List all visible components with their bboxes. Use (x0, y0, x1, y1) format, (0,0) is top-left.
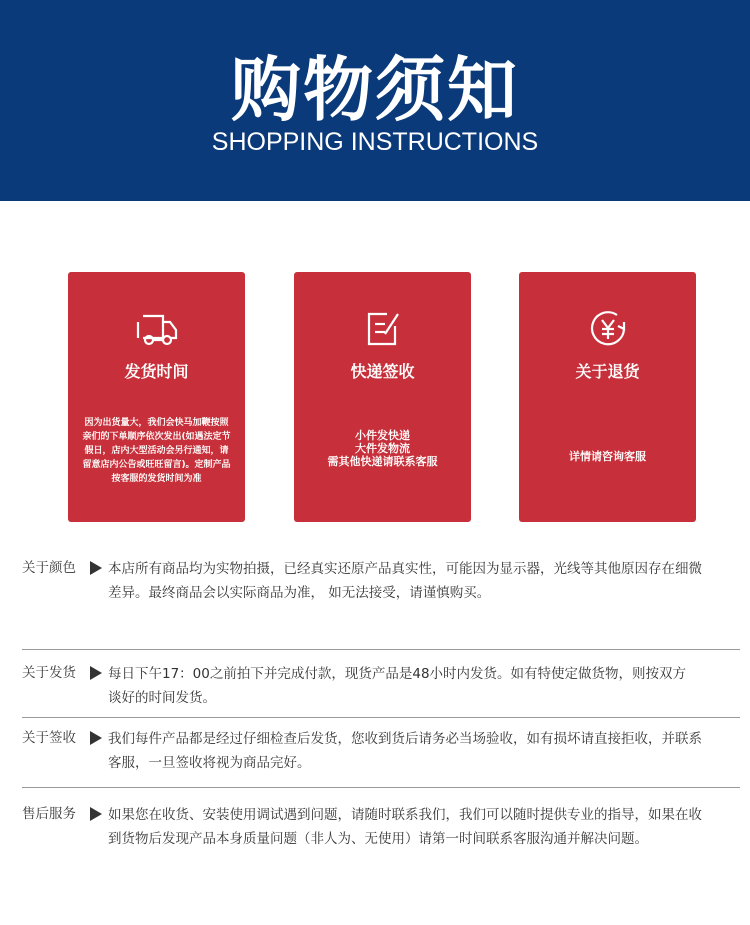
section-line: 谈好的时间发货。 (108, 690, 216, 706)
card-description (82, 416, 231, 486)
card-title: 快递签收 (350, 362, 415, 381)
section-text (108, 803, 744, 851)
card-line: 亲们的下单顺序依次发出(如遇法定节 (82, 432, 231, 442)
section-text (108, 727, 744, 775)
card-line: 小件发快递 (355, 429, 410, 442)
card-title: 关于退货 (575, 362, 640, 381)
page-subtitle: SHOPPING INSTRUCTIONS (211, 128, 539, 156)
page-title: 购物须知 (231, 49, 519, 131)
section-line: 我们每件产品都是经过仔细检查后发货，您收到货后请务必当场验收，如有损坏请直接拒收，并联系 (108, 731, 702, 747)
section-label: 关于签收 (22, 730, 76, 746)
divider (22, 649, 740, 650)
edit-document-icon (294, 308, 471, 352)
divider (22, 717, 740, 718)
section-line: 到货物后发现产品本身质量问题（非人为、无使用）请第一时间联系客服沟通并解决问题。 (108, 831, 648, 847)
yen-refund-icon (519, 308, 696, 352)
delivery-truck-icon (68, 308, 245, 352)
section-line: 差异。最终商品会以实际商品为准， 如无法接受，请谨慎购买。 (108, 585, 491, 601)
section-label: 售后服务 (22, 806, 76, 822)
section-text (108, 557, 744, 605)
section-line: 如果您在收货、安装使用调试遇到问题，请随时联系我们，我们可以随时提供专业的指导，如果在收 (108, 807, 702, 823)
card-shipping-time (68, 272, 245, 522)
card-line: 详情请咨询客服 (569, 450, 646, 463)
card-description (308, 429, 457, 468)
section-line: 本店所有商品均为实物拍摄，已经真实还原产品真实性，可能因为显示器，光线等其他原因存在细微 (108, 561, 702, 577)
section-text (108, 662, 744, 710)
card-line: 假日，店内大型活动会另行通知，请 (84, 446, 229, 456)
divider (22, 787, 740, 788)
section-label: 关于颜色 (22, 560, 76, 576)
header-banner (0, 0, 750, 201)
arrow-right-icon (90, 807, 102, 821)
card-line: 需其他快递请联系客服 (327, 455, 438, 468)
card-courier-signing (294, 272, 471, 522)
card-line: 大件发物流 (355, 442, 410, 455)
arrow-right-icon (90, 731, 102, 745)
card-line: 按客服的发货时间为准 (111, 474, 202, 484)
card-description (533, 450, 682, 464)
section-line: 每日下午17：00之前拍下并完成付款，现货产品是48小时内发货。如有特使定做货物，则按双方 (108, 666, 687, 682)
card-title: 发货时间 (124, 362, 189, 381)
arrow-right-icon (90, 561, 102, 575)
card-returns (519, 272, 696, 522)
section-line: 客服，一旦签收将视为商品完好。 (108, 755, 311, 771)
arrow-right-icon (90, 666, 102, 680)
card-line: 因为出货量大，我们会快马加鞭按照 (84, 418, 229, 428)
section-label: 关于发货 (22, 665, 76, 681)
card-line: 留意店内公告或旺旺留言)。定制产品 (82, 460, 231, 470)
